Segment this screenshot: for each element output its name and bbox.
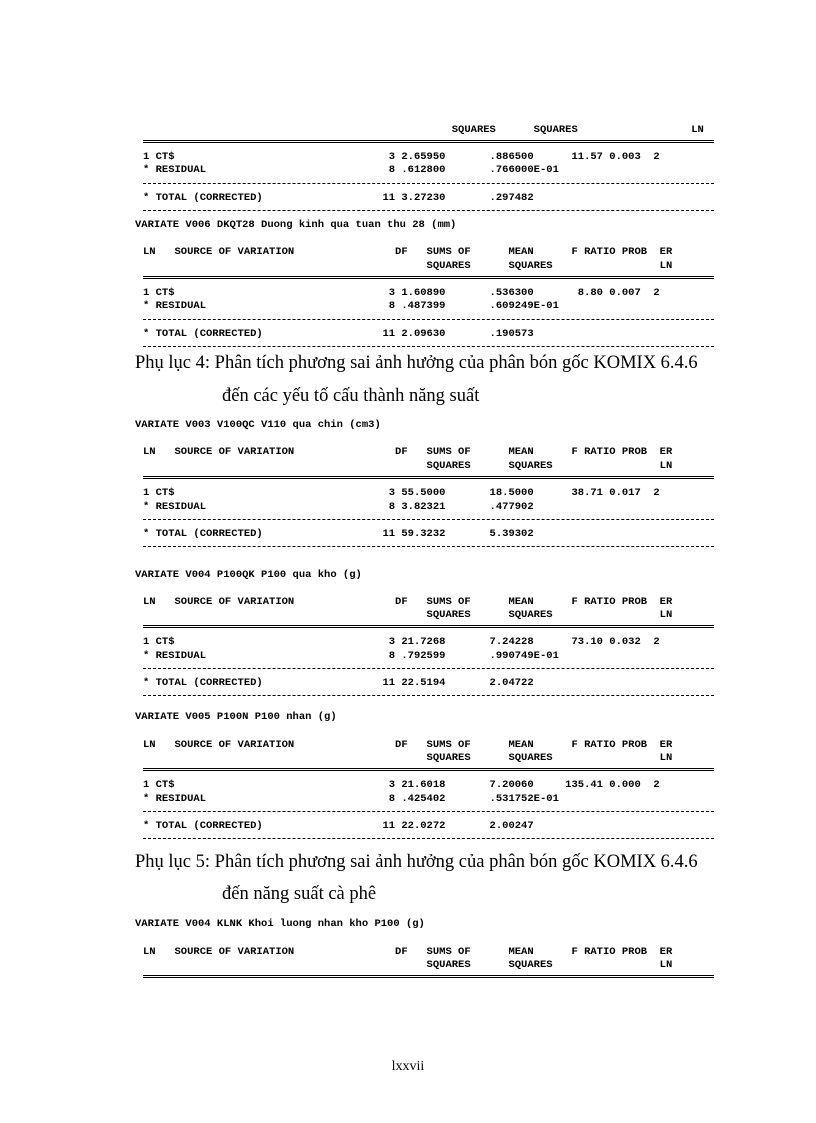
table-total-row: * TOTAL (CORRECTED) 11 59.3232 5.39302 [143, 528, 534, 540]
double-rule [143, 476, 714, 479]
table-header-line: SQUARES SQUARES LN [143, 124, 704, 136]
double-rule [143, 768, 714, 771]
table-total-row: * TOTAL (CORRECTED) 11 22.5194 2.04722 [143, 677, 534, 689]
double-rule [143, 975, 714, 978]
table-row: * RESIDUAL 8 .487399 .609249E-01 [143, 300, 559, 312]
table-header-line: SQUARES SQUARES LN [143, 260, 673, 272]
dashed-rule [143, 546, 714, 547]
variate-title: VARIATE V003 V100QC V110 qua chin (cm3) [135, 419, 381, 431]
table-row: 1 CT$ 3 21.6018 7.20060 135.41 0.000 2 [143, 779, 660, 791]
table-header-line: LN SOURCE OF VARIATION DF SUMS OF MEAN F RATIO PROB ER [143, 246, 673, 258]
appendix-heading-line2: đến năng suất cà phê [222, 884, 377, 904]
appendix-heading-line2: đến các yếu tố cấu thành năng suất [222, 386, 480, 406]
double-rule [143, 276, 714, 279]
table-header-line: SQUARES SQUARES LN [143, 959, 673, 971]
dashed-rule [143, 346, 714, 347]
table-header-line: SQUARES SQUARES LN [143, 460, 673, 472]
appendix-heading: Phụ lục 4: Phân tích phương sai ảnh hưởng của phân bón gốc KOMIX 6.4.6 [135, 353, 698, 373]
dashed-rule [143, 811, 714, 812]
table-row: 1 CT$ 3 1.60890 .536300 8.80 0.007 2 [143, 287, 660, 299]
variate-title: VARIATE V004 P100QK P100 qua kho (g) [135, 569, 362, 581]
table-header-line: SQUARES SQUARES LN [143, 752, 673, 764]
dashed-rule [143, 210, 714, 211]
dashed-rule [143, 183, 714, 184]
table-header-line: LN SOURCE OF VARIATION DF SUMS OF MEAN F RATIO PROB ER [143, 946, 673, 958]
table-header-line: LN SOURCE OF VARIATION DF SUMS OF MEAN F RATIO PROB ER [143, 739, 673, 751]
table-header-line: LN SOURCE OF VARIATION DF SUMS OF MEAN F RATIO PROB ER [143, 446, 673, 458]
table-header-line: SQUARES SQUARES LN [143, 609, 673, 621]
table-row: 1 CT$ 3 2.65950 .886500 11.57 0.003 2 [143, 151, 660, 163]
table-row: * RESIDUAL 8 .792599 .990749E-01 [143, 650, 559, 662]
variate-title: VARIATE V005 P100N P100 nhan (g) [135, 711, 337, 723]
dashed-rule [143, 668, 714, 669]
dashed-rule [143, 838, 714, 839]
table-total-row: * TOTAL (CORRECTED) 11 2.09630 .190573 [143, 328, 534, 340]
double-rule [143, 140, 714, 143]
variate-title: VARIATE V004 KLNK Khoi luong nhan kho P100 (g) [135, 918, 425, 930]
table-header-line: LN SOURCE OF VARIATION DF SUMS OF MEAN F RATIO PROB ER [143, 596, 673, 608]
table-row: * RESIDUAL 8 .425402 .531752E-01 [143, 793, 559, 805]
page-number: lxxvii [391, 1059, 425, 1074]
table-row: 1 CT$ 3 55.5000 18.5000 38.71 0.017 2 [143, 487, 660, 499]
double-rule [143, 625, 714, 628]
table-total-row: * TOTAL (CORRECTED) 11 3.27230 .297482 [143, 192, 534, 204]
table-row: * RESIDUAL 8 3.82321 .477902 [143, 501, 534, 513]
dashed-rule [143, 695, 714, 696]
table-total-row: * TOTAL (CORRECTED) 11 22.0272 2.00247 [143, 820, 534, 832]
table-row: * RESIDUAL 8 .612800 .766000E-01 [143, 164, 559, 176]
variate-title: VARIATE V006 DKQT28 Duong kinh qua tuan thu 28 (mm) [135, 219, 457, 231]
dashed-rule [143, 519, 714, 520]
table-row: 1 CT$ 3 21.7268 7.24228 73.10 0.032 2 [143, 636, 660, 648]
dashed-rule [143, 319, 714, 320]
appendix-heading: Phụ lục 5: Phân tích phương sai ảnh hưởng của phân bón gốc KOMIX 6.4.6 [135, 852, 698, 872]
